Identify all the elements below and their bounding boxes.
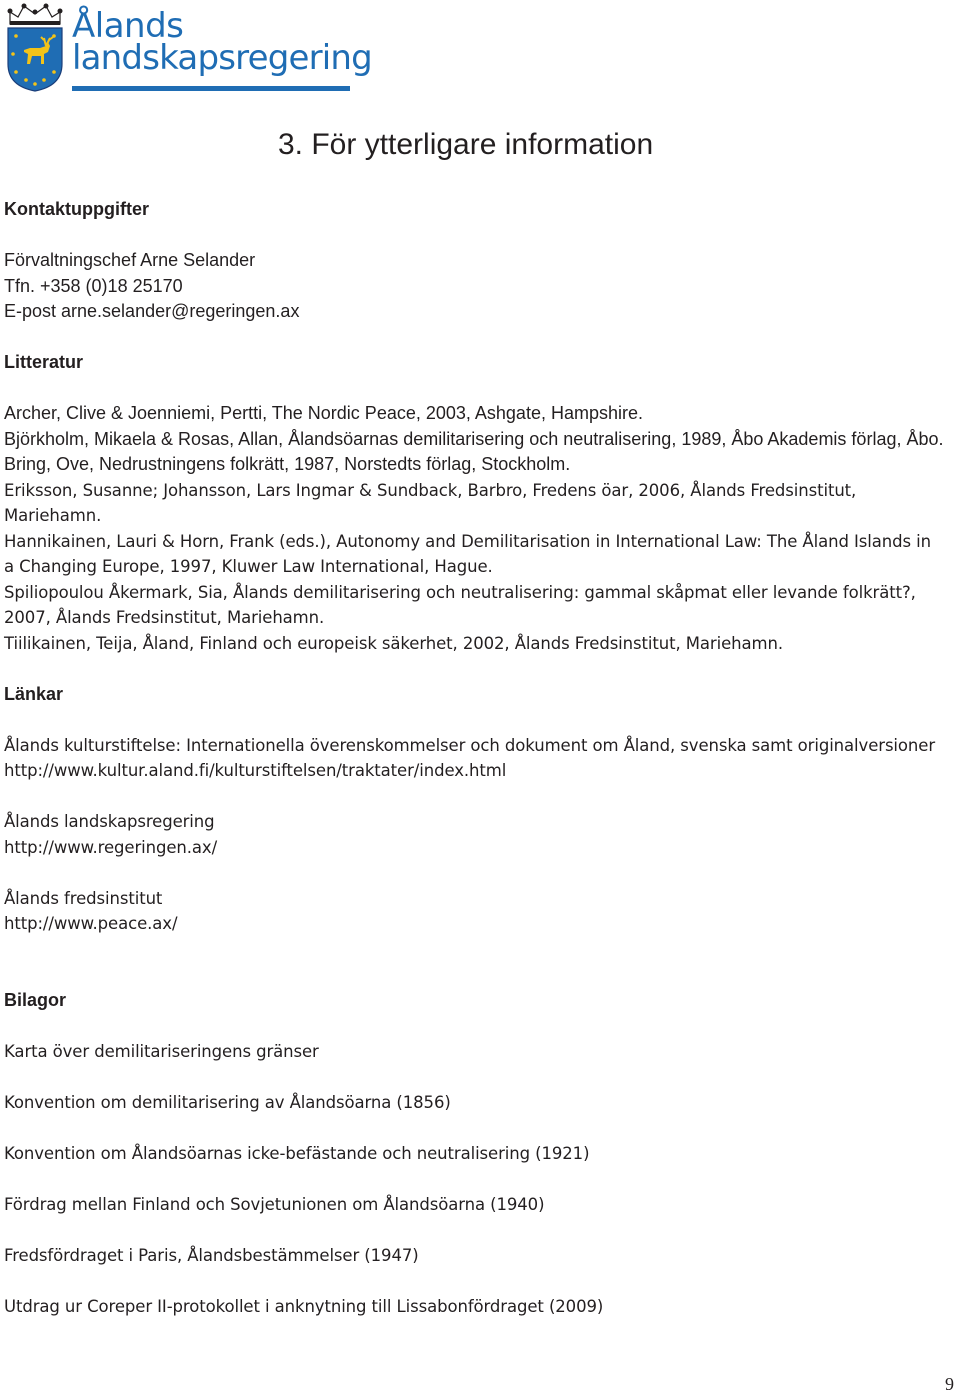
link-url[interactable]: http://www.peace.ax/ [4, 914, 178, 933]
bilaga-item: Karta över demilitariseringens gränser [4, 1041, 319, 1061]
bilaga-item: Fördrag mellan Finland och Sovjetunionen om Ålandsöarna (1940) [4, 1194, 545, 1214]
logo-line-2: landskapsregering [72, 38, 372, 78]
kontakt-line: Tfn. +358 (0)18 25170 [4, 275, 183, 296]
coat-of-arms-icon [4, 2, 66, 92]
section-title: 3. För ytterligare information [278, 128, 654, 161]
kontakt-line: Förvaltningschef Arne Selander [4, 250, 256, 270]
reference: Bring, Ove, Nedrustningens folkrätt, 1987, Norstedts förlag, Stockholm. [4, 454, 571, 474]
logo-underline [72, 86, 350, 91]
bilaga-item: Konvention om Ålandsöarnas icke-befästande och neutralisering (1921) [4, 1143, 590, 1163]
link-url[interactable]: http://www.kultur.aland.fi/kulturstiftelsen/traktater/index.html [4, 761, 507, 780]
reference: Spiliopoulou Åkermark, Sia, Ålands demilitarisering och neutralisering: gammal skåpmat eller levande folkrätt?, 2007, Ålands Fredsinstitut, Mariehamn. [4, 582, 916, 627]
litteratur-heading: Litteratur [4, 352, 84, 372]
reference: Archer, Clive & Joenniemi, Pertti, The Nordic Peace, 2003, Ashgate, Hampshire. [4, 403, 643, 423]
reference: Tiilikainen, Teija, Åland, Finland och europeisk säkerhet, 2002, Ålands Fredsinstitut, Mariehamn. [4, 633, 783, 653]
lankar-heading: Länkar [4, 683, 64, 704]
logo-line-1: Ålands [72, 6, 184, 46]
reference: Eriksson, Susanne; Johansson, Lars Ingmar & Sundback, Barbro, Fredens öar, 2006, Ålands Fredsinstitut, Mariehamn. [4, 480, 857, 525]
reference: Björkholm, Mikaela & Rosas, Allan, Ålandsöarnas demilitarisering och neutralisering, 1989, Åbo Akademis förlag, Åbo. [4, 428, 944, 449]
kontakt-line: E-post arne.selander@regeringen.ax [4, 301, 300, 321]
link-url[interactable]: http://www.regeringen.ax/ [4, 837, 218, 857]
link-title: Ålands landskapsregering [4, 812, 215, 831]
document-body [4, 197, 944, 1319]
bilaga-item: Konvention om demilitarisering av Ålandsöarna (1856) [4, 1092, 451, 1112]
bilaga-item: Fredsfördraget i Paris, Ålandsbestämmelser (1947) [4, 1245, 419, 1265]
logo [4, 2, 372, 94]
link-title: Ålands kulturstiftelse: Internationella överenskommelser och dokument om Åland, svenska samt originalversioner [4, 735, 936, 755]
bilagor-heading: Bilagor [4, 989, 67, 1010]
link-title: Ålands fredsinstitut [4, 888, 163, 908]
reference: Hannikainen, Lauri & Horn, Frank (eds.), Autonomy and Demilitarisation in International Law: The Åland Islands in a Changing Europe, 1997, Kluwer Law International, Hague. [4, 531, 931, 576]
bilaga-item: Utdrag ur Coreper II-protokollet i anknytning till Lissabonfördraget (2009) [4, 1296, 604, 1316]
kontakt-heading: Kontaktuppgifter [4, 199, 149, 219]
page-number: 9 [945, 1374, 954, 1394]
